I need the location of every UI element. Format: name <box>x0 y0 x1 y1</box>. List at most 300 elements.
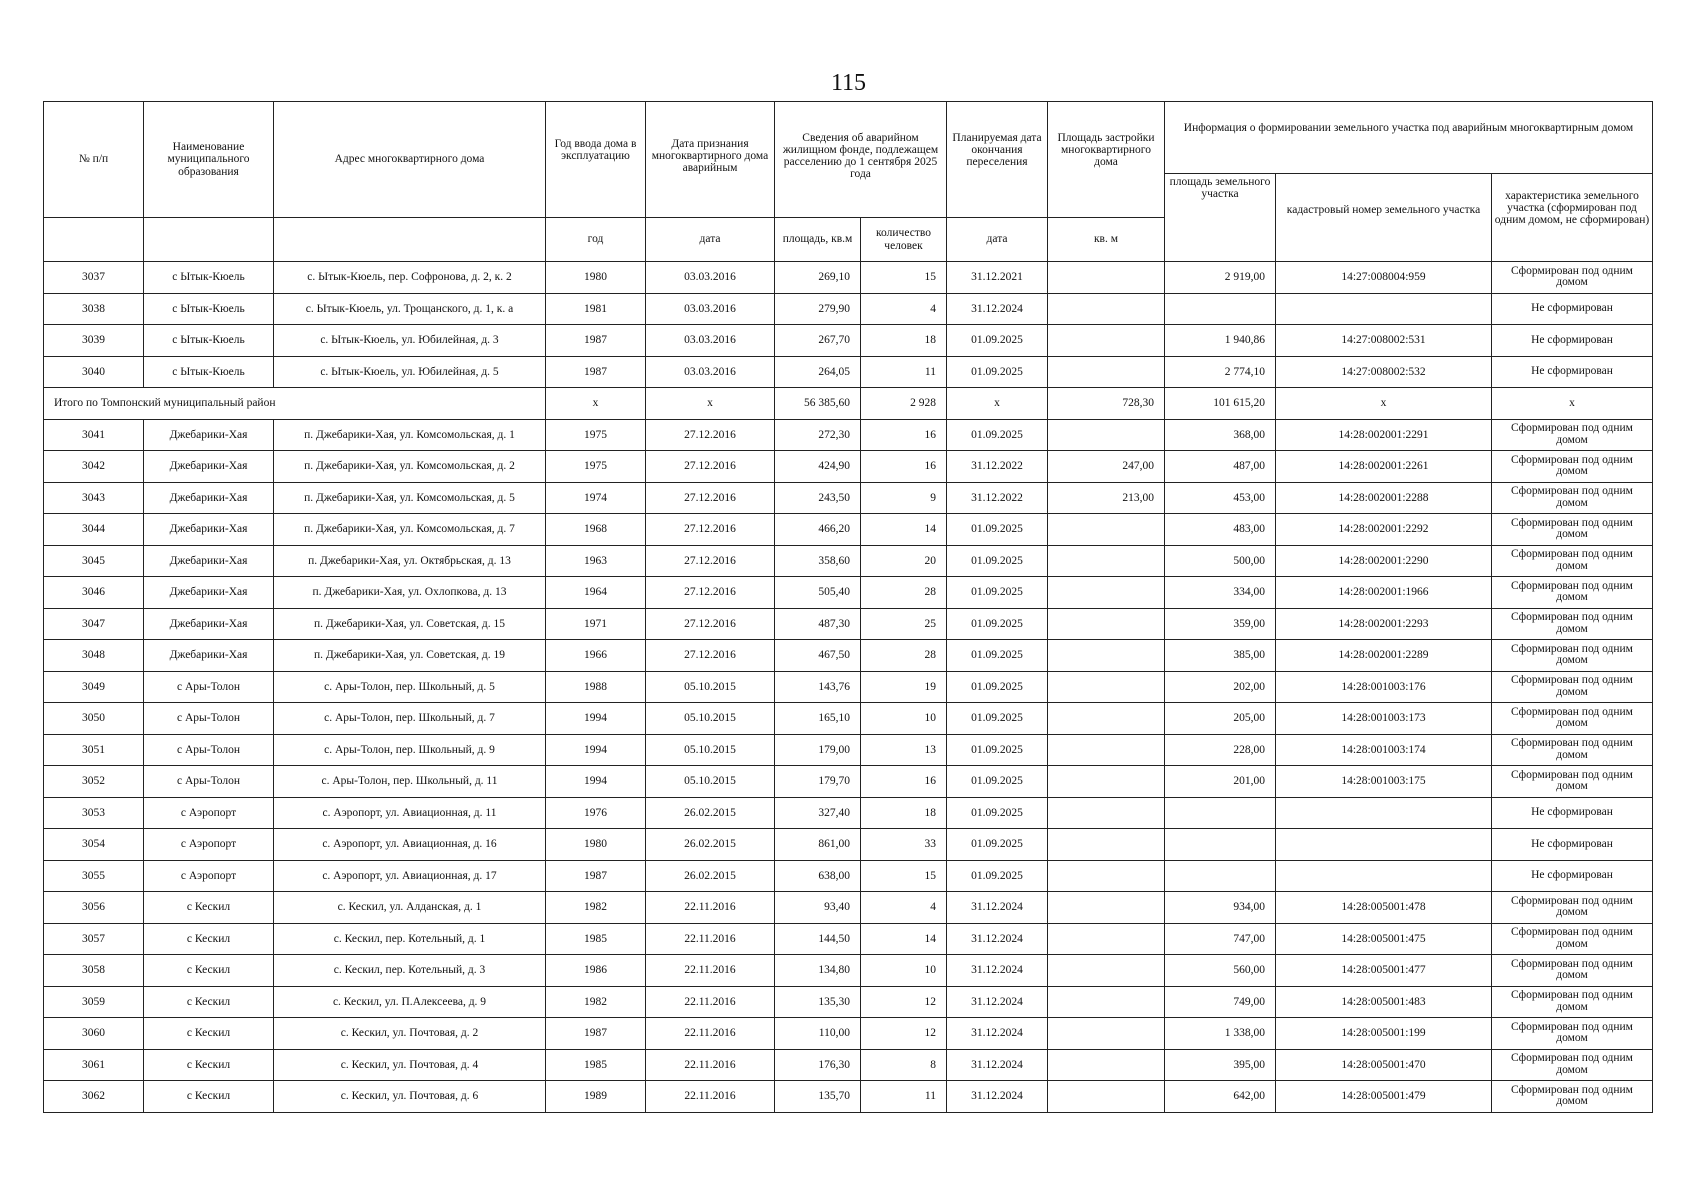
row-recognition-date: 27.12.2016 <box>646 545 775 577</box>
row-recognition-date: 03.03.2016 <box>646 293 775 325</box>
row-year: 1988 <box>546 671 646 703</box>
row-recognition-date: 03.03.2016 <box>646 356 775 388</box>
row-address: с. Кескил, пер. Котельный, д. 3 <box>274 955 546 987</box>
total-built-area: 728,30 <box>1048 388 1165 420</box>
header-year: Год ввода дома в эксплуатацию <box>546 102 646 218</box>
row-number: 3045 <box>44 545 144 577</box>
row-built-area <box>1048 860 1165 892</box>
row-built-area <box>1048 577 1165 609</box>
header-unit-year: год <box>546 218 646 262</box>
row-built-area <box>1048 356 1165 388</box>
table-row <box>44 608 1653 640</box>
row-land-area: 202,00 <box>1165 671 1276 703</box>
row-year: 1968 <box>546 514 646 546</box>
row-year: 1982 <box>546 892 646 924</box>
row-end-date: 01.09.2025 <box>947 860 1048 892</box>
row-land-area: 2 919,00 <box>1165 262 1276 294</box>
row-address: п. Джебарики-Хая, ул. Октябрьская, д. 13 <box>274 545 546 577</box>
row-end-date: 31.12.2024 <box>947 923 1048 955</box>
row-end-date: 01.09.2025 <box>947 671 1048 703</box>
row-municipality: Джебарики-Хая <box>144 577 274 609</box>
row-municipality: Джебарики-Хая <box>144 640 274 672</box>
row-year: 1981 <box>546 293 646 325</box>
row-address: п. Джебарики-Хая, ул. Комсомольская, д. 5 <box>274 482 546 514</box>
row-municipality: с Ары-Толон <box>144 671 274 703</box>
row-area: 135,30 <box>775 986 861 1018</box>
row-area: 110,00 <box>775 1018 861 1050</box>
header-unit-address <box>274 218 546 262</box>
row-area: 269,10 <box>775 262 861 294</box>
row-end-date: 01.09.2025 <box>947 734 1048 766</box>
row-recognition-date: 22.11.2016 <box>646 923 775 955</box>
row-area: 466,20 <box>775 514 861 546</box>
table-header <box>44 102 1653 262</box>
row-area: 279,90 <box>775 293 861 325</box>
row-number: 3059 <box>44 986 144 1018</box>
row-address: с. Кескил, ул. Почтовая, д. 6 <box>274 1081 546 1113</box>
row-number: 3046 <box>44 577 144 609</box>
row-year: 1980 <box>546 262 646 294</box>
row-land-area <box>1165 293 1276 325</box>
row-cadastral: 14:28:005001:479 <box>1276 1081 1492 1113</box>
row-recognition-date: 03.03.2016 <box>646 325 775 357</box>
row-built-area <box>1048 545 1165 577</box>
row-cadastral: 14:28:002001:2290 <box>1276 545 1492 577</box>
row-end-date: 31.12.2024 <box>947 1018 1048 1050</box>
table-row <box>44 1049 1653 1081</box>
row-land-characteristic: Сформирован под одним домом <box>1492 608 1653 640</box>
row-municipality: с Ытык-Кюель <box>144 262 274 294</box>
row-number: 3039 <box>44 325 144 357</box>
table-row <box>44 797 1653 829</box>
row-address: п. Джебарики-Хая, ул. Охлопкова, д. 13 <box>274 577 546 609</box>
row-area: 638,00 <box>775 860 861 892</box>
table-row <box>44 262 1653 294</box>
row-people: 16 <box>861 766 947 798</box>
header-unit-num <box>44 218 144 262</box>
row-land-characteristic: Сформирован под одним домом <box>1492 734 1653 766</box>
row-people: 12 <box>861 986 947 1018</box>
row-cadastral: 14:28:001003:175 <box>1276 766 1492 798</box>
row-built-area <box>1048 797 1165 829</box>
row-people: 4 <box>861 293 947 325</box>
row-cadastral: 14:28:001003:174 <box>1276 734 1492 766</box>
row-municipality: с Ары-Толон <box>144 703 274 735</box>
row-land-area: 334,00 <box>1165 577 1276 609</box>
table-row <box>44 671 1653 703</box>
row-recognition-date: 22.11.2016 <box>646 986 775 1018</box>
row-recognition-date: 05.10.2015 <box>646 766 775 798</box>
row-land-characteristic: Не сформирован <box>1492 325 1653 357</box>
total-row <box>44 388 1653 420</box>
row-land-area <box>1165 860 1276 892</box>
row-number: 3060 <box>44 1018 144 1050</box>
row-built-area <box>1048 766 1165 798</box>
row-address: с. Ары-Толон, пер. Школьный, д. 11 <box>274 766 546 798</box>
row-built-area <box>1048 640 1165 672</box>
row-number: 3057 <box>44 923 144 955</box>
row-land-area: 368,00 <box>1165 419 1276 451</box>
row-land-characteristic: Не сформирован <box>1492 293 1653 325</box>
row-people: 19 <box>861 671 947 703</box>
row-recognition-date: 22.11.2016 <box>646 955 775 987</box>
row-land-area: 1 940,86 <box>1165 325 1276 357</box>
row-year: 1994 <box>546 703 646 735</box>
row-people: 15 <box>861 860 947 892</box>
row-recognition-date: 27.12.2016 <box>646 482 775 514</box>
row-address: с. Ытык-Кюель, ул. Юбилейная, д. 5 <box>274 356 546 388</box>
row-year: 1974 <box>546 482 646 514</box>
row-built-area <box>1048 262 1165 294</box>
row-land-area: 453,00 <box>1165 482 1276 514</box>
row-people: 15 <box>861 262 947 294</box>
total-label: Итого по Томпонский муниципальный район <box>44 388 546 420</box>
row-area: 267,70 <box>775 325 861 357</box>
row-area: 243,50 <box>775 482 861 514</box>
row-end-date: 31.12.2024 <box>947 892 1048 924</box>
row-year: 1987 <box>546 1018 646 1050</box>
row-land-area: 483,00 <box>1165 514 1276 546</box>
row-cadastral: 14:28:005001:199 <box>1276 1018 1492 1050</box>
row-year: 1975 <box>546 451 646 483</box>
row-municipality: Джебарики-Хая <box>144 482 274 514</box>
row-area: 505,40 <box>775 577 861 609</box>
total-end-date: x <box>947 388 1048 420</box>
table-body-top <box>44 262 1653 388</box>
row-number: 3062 <box>44 1081 144 1113</box>
table-row <box>44 419 1653 451</box>
table-row <box>44 986 1653 1018</box>
row-number: 3053 <box>44 797 144 829</box>
row-land-characteristic: Сформирован под одним домом <box>1492 1018 1653 1050</box>
row-built-area <box>1048 923 1165 955</box>
row-land-area: 205,00 <box>1165 703 1276 735</box>
row-number: 3049 <box>44 671 144 703</box>
row-land-area: 487,00 <box>1165 451 1276 483</box>
row-year: 1985 <box>546 1049 646 1081</box>
row-land-area: 500,00 <box>1165 545 1276 577</box>
row-number: 3038 <box>44 293 144 325</box>
row-recognition-date: 26.02.2015 <box>646 829 775 861</box>
row-cadastral: 14:28:005001:483 <box>1276 986 1492 1018</box>
header-recognition-date: Дата признания многоквартирного дома аварийным <box>646 102 775 218</box>
row-land-area: 2 774,10 <box>1165 356 1276 388</box>
row-end-date: 01.09.2025 <box>947 766 1048 798</box>
table-total <box>44 388 1653 420</box>
table-row <box>44 545 1653 577</box>
row-address: с. Ытык-Кюель, ул. Трощанского, д. 1, к. а <box>274 293 546 325</box>
row-built-area <box>1048 514 1165 546</box>
table-row <box>44 514 1653 546</box>
row-recognition-date: 05.10.2015 <box>646 734 775 766</box>
total-date: x <box>646 388 775 420</box>
row-year: 1982 <box>546 986 646 1018</box>
row-area: 143,76 <box>775 671 861 703</box>
row-address: с. Ары-Толон, пер. Школьный, д. 5 <box>274 671 546 703</box>
row-recognition-date: 05.10.2015 <box>646 671 775 703</box>
row-cadastral <box>1276 797 1492 829</box>
row-land-characteristic: Сформирован под одним домом <box>1492 482 1653 514</box>
row-municipality: с Ытык-Кюель <box>144 293 274 325</box>
row-address: с. Аэропорт, ул. Авиационная, д. 11 <box>274 797 546 829</box>
row-built-area <box>1048 608 1165 640</box>
row-built-area <box>1048 703 1165 735</box>
row-cadastral: 14:28:001003:176 <box>1276 671 1492 703</box>
row-land-characteristic: Не сформирован <box>1492 797 1653 829</box>
row-built-area <box>1048 325 1165 357</box>
row-end-date: 01.09.2025 <box>947 829 1048 861</box>
row-address: с. Аэропорт, ул. Авиационная, д. 16 <box>274 829 546 861</box>
row-built-area <box>1048 293 1165 325</box>
row-municipality: Джебарики-Хая <box>144 514 274 546</box>
row-land-area: 385,00 <box>1165 640 1276 672</box>
row-cadastral: 14:28:002001:2293 <box>1276 608 1492 640</box>
row-address: с. Ары-Толон, пер. Школьный, д. 7 <box>274 703 546 735</box>
row-cadastral <box>1276 829 1492 861</box>
row-area: 165,10 <box>775 703 861 735</box>
row-end-date: 31.12.2022 <box>947 482 1048 514</box>
header-unit-end-date: дата <box>947 218 1048 262</box>
row-people: 10 <box>861 955 947 987</box>
row-year: 1985 <box>546 923 646 955</box>
row-area: 179,70 <box>775 766 861 798</box>
row-municipality: Джебарики-Хая <box>144 545 274 577</box>
row-municipality: с Аэропорт <box>144 829 274 861</box>
row-municipality: с Кескил <box>144 923 274 955</box>
row-end-date: 01.09.2025 <box>947 325 1048 357</box>
row-address: п. Джебарики-Хая, ул. Комсомольская, д. 1 <box>274 419 546 451</box>
row-municipality: с Кескил <box>144 1018 274 1050</box>
row-cadastral: 14:27:008004:959 <box>1276 262 1492 294</box>
table-row <box>44 892 1653 924</box>
row-land-characteristic: Сформирован под одним домом <box>1492 451 1653 483</box>
table-row <box>44 356 1653 388</box>
header-unit-date: дата <box>646 218 775 262</box>
row-cadastral: 14:28:002001:2292 <box>1276 514 1492 546</box>
table-row <box>44 923 1653 955</box>
row-recognition-date: 27.12.2016 <box>646 608 775 640</box>
row-land-characteristic: Не сформирован <box>1492 829 1653 861</box>
row-year: 1994 <box>546 766 646 798</box>
table-row <box>44 860 1653 892</box>
row-municipality: с Аэропорт <box>144 860 274 892</box>
row-built-area <box>1048 1049 1165 1081</box>
header-end-date: Планируемая дата окончания переселения <box>947 102 1048 218</box>
row-municipality: с Кескил <box>144 955 274 987</box>
total-year: x <box>546 388 646 420</box>
row-year: 1964 <box>546 577 646 609</box>
row-area: 467,50 <box>775 640 861 672</box>
row-recognition-date: 27.12.2016 <box>646 514 775 546</box>
row-end-date: 31.12.2024 <box>947 986 1048 1018</box>
row-land-area: 560,00 <box>1165 955 1276 987</box>
row-year: 1980 <box>546 829 646 861</box>
table-row <box>44 703 1653 735</box>
row-land-area: 749,00 <box>1165 986 1276 1018</box>
row-people: 18 <box>861 325 947 357</box>
row-municipality: с Ытык-Кюель <box>144 356 274 388</box>
row-land-characteristic: Не сформирован <box>1492 356 1653 388</box>
row-municipality: с Ары-Толон <box>144 766 274 798</box>
row-people: 11 <box>861 1081 947 1113</box>
table-row <box>44 766 1653 798</box>
row-land-characteristic: Сформирован под одним домом <box>1492 923 1653 955</box>
row-municipality: Джебарики-Хая <box>144 608 274 640</box>
row-land-area: 934,00 <box>1165 892 1276 924</box>
row-year: 1976 <box>546 797 646 829</box>
table-row <box>44 451 1653 483</box>
row-address: с. Кескил, ул. Почтовая, д. 2 <box>274 1018 546 1050</box>
row-number: 3050 <box>44 703 144 735</box>
row-end-date: 01.09.2025 <box>947 703 1048 735</box>
table-body-bottom <box>44 419 1653 1112</box>
row-cadastral: 14:28:005001:475 <box>1276 923 1492 955</box>
row-year: 1971 <box>546 608 646 640</box>
row-built-area: 247,00 <box>1048 451 1165 483</box>
row-end-date: 01.09.2025 <box>947 797 1048 829</box>
row-people: 28 <box>861 640 947 672</box>
row-people: 14 <box>861 514 947 546</box>
header-built-area: Площадь застройки многоквартирного дома <box>1048 102 1165 218</box>
row-built-area <box>1048 986 1165 1018</box>
row-built-area <box>1048 892 1165 924</box>
row-address: с. Ытык-Кюель, пер. Софронова, д. 2, к. 2 <box>274 262 546 294</box>
header-fund-group: Сведения об аварийном жилищном фонде, подлежащем расселению до 1 сентября 2025 года <box>775 102 947 218</box>
row-number: 3051 <box>44 734 144 766</box>
row-land-characteristic: Сформирован под одним домом <box>1492 577 1653 609</box>
table-row <box>44 829 1653 861</box>
row-land-area: 359,00 <box>1165 608 1276 640</box>
table-row <box>44 1081 1653 1113</box>
row-land-characteristic: Сформирован под одним домом <box>1492 766 1653 798</box>
row-land-area: 201,00 <box>1165 766 1276 798</box>
row-land-characteristic: Сформирован под одним домом <box>1492 1049 1653 1081</box>
row-address: с. Кескил, ул. П.Алексеева, д. 9 <box>274 986 546 1018</box>
row-recognition-date: 27.12.2016 <box>646 577 775 609</box>
header-unit-built: кв. м <box>1048 218 1165 262</box>
row-end-date: 31.12.2021 <box>947 262 1048 294</box>
row-people: 16 <box>861 451 947 483</box>
row-built-area: 213,00 <box>1048 482 1165 514</box>
row-cadastral <box>1276 860 1492 892</box>
row-people: 8 <box>861 1049 947 1081</box>
row-land-characteristic: Сформирован под одним домом <box>1492 262 1653 294</box>
row-area: 93,40 <box>775 892 861 924</box>
row-municipality: с Кескил <box>144 986 274 1018</box>
row-address: с. Кескил, ул. Алданская, д. 1 <box>274 892 546 924</box>
row-end-date: 01.09.2025 <box>947 545 1048 577</box>
row-built-area <box>1048 955 1165 987</box>
row-area: 424,90 <box>775 451 861 483</box>
row-built-area <box>1048 671 1165 703</box>
row-people: 13 <box>861 734 947 766</box>
row-people: 12 <box>861 1018 947 1050</box>
table-row <box>44 640 1653 672</box>
row-recognition-date: 26.02.2015 <box>646 797 775 829</box>
total-cadastral: x <box>1276 388 1492 420</box>
row-area: 176,30 <box>775 1049 861 1081</box>
total-people: 2 928 <box>861 388 947 420</box>
row-cadastral: 14:28:005001:470 <box>1276 1049 1492 1081</box>
header-land-group: Информация о формировании земельного участка под аварийным многоквартирным домом <box>1165 102 1653 174</box>
table-row <box>44 577 1653 609</box>
row-people: 16 <box>861 419 947 451</box>
row-address: п. Джебарики-Хая, ул. Комсомольская, д. 2 <box>274 451 546 483</box>
row-address: с. Ары-Толон, пер. Школьный, д. 9 <box>274 734 546 766</box>
row-municipality: Джебарики-Хая <box>144 419 274 451</box>
row-cadastral: 14:28:002001:1966 <box>1276 577 1492 609</box>
row-end-date: 01.09.2025 <box>947 514 1048 546</box>
row-land-characteristic: Сформирован под одним домом <box>1492 892 1653 924</box>
row-year: 1989 <box>546 1081 646 1113</box>
row-land-area: 747,00 <box>1165 923 1276 955</box>
row-cadastral: 14:28:005001:478 <box>1276 892 1492 924</box>
page-number: 115 <box>830 70 867 96</box>
table-row <box>44 325 1653 357</box>
total-land-characteristic: x <box>1492 388 1653 420</box>
row-municipality: Джебарики-Хая <box>144 451 274 483</box>
row-built-area <box>1048 1081 1165 1113</box>
row-area: 861,00 <box>775 829 861 861</box>
row-end-date: 01.09.2025 <box>947 356 1048 388</box>
row-number: 3052 <box>44 766 144 798</box>
row-built-area <box>1048 1018 1165 1050</box>
row-number: 3055 <box>44 860 144 892</box>
row-address: п. Джебарики-Хая, ул. Советская, д. 15 <box>274 608 546 640</box>
row-land-characteristic: Не сформирован <box>1492 860 1653 892</box>
row-number: 3041 <box>44 419 144 451</box>
row-recognition-date: 27.12.2016 <box>646 419 775 451</box>
row-land-area: 228,00 <box>1165 734 1276 766</box>
row-recognition-date: 22.11.2016 <box>646 1081 775 1113</box>
row-area: 264,05 <box>775 356 861 388</box>
header-unit-area: площадь, кв.м <box>775 218 861 262</box>
header-num: № п/п <box>44 102 144 218</box>
row-address: п. Джебарики-Хая, ул. Советская, д. 19 <box>274 640 546 672</box>
row-land-characteristic: Сформирован под одним домом <box>1492 703 1653 735</box>
row-cadastral: 14:28:005001:477 <box>1276 955 1492 987</box>
row-end-date: 31.12.2024 <box>947 955 1048 987</box>
row-people: 4 <box>861 892 947 924</box>
table-row <box>44 1018 1653 1050</box>
row-cadastral <box>1276 293 1492 325</box>
row-recognition-date: 27.12.2016 <box>646 640 775 672</box>
row-people: 28 <box>861 577 947 609</box>
row-address: с. Кескил, ул. Почтовая, д. 4 <box>274 1049 546 1081</box>
row-area: 487,30 <box>775 608 861 640</box>
row-area: 179,00 <box>775 734 861 766</box>
row-cadastral: 14:27:008002:532 <box>1276 356 1492 388</box>
row-built-area <box>1048 419 1165 451</box>
row-people: 18 <box>861 797 947 829</box>
row-land-characteristic: Сформирован под одним домом <box>1492 986 1653 1018</box>
table-row <box>44 955 1653 987</box>
row-land-area: 1 338,00 <box>1165 1018 1276 1050</box>
row-land-characteristic: Сформирован под одним домом <box>1492 640 1653 672</box>
row-land-area <box>1165 797 1276 829</box>
row-people: 20 <box>861 545 947 577</box>
row-area: 272,30 <box>775 419 861 451</box>
row-recognition-date: 05.10.2015 <box>646 703 775 735</box>
row-land-characteristic: Сформирован под одним домом <box>1492 955 1653 987</box>
row-number: 3058 <box>44 955 144 987</box>
row-number: 3043 <box>44 482 144 514</box>
row-land-characteristic: Сформирован под одним домом <box>1492 514 1653 546</box>
row-address: с. Ытык-Кюель, ул. Юбилейная, д. 3 <box>274 325 546 357</box>
row-number: 3047 <box>44 608 144 640</box>
row-area: 134,80 <box>775 955 861 987</box>
row-built-area <box>1048 734 1165 766</box>
